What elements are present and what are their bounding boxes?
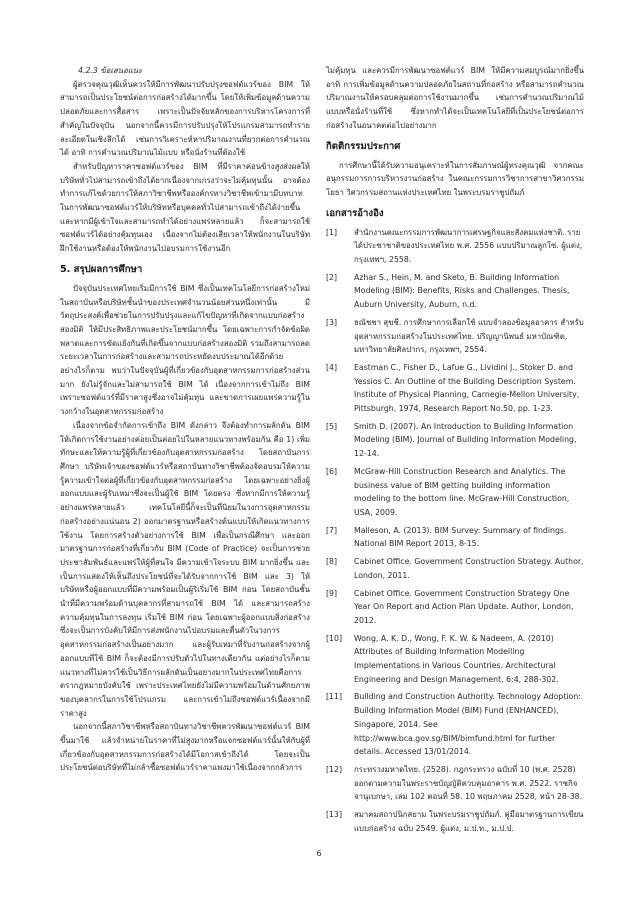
paragraph-conclusion-1: ปัจจุบันประเทศไทยเริ่มมีการใช้ BIM ซึ่งเป็นเทคโนโลยีการก่อสร้างใหม่ ในสถาบันหรือบริษัทชั้นนำของประเทศจำนวนน้อยส่วนหนึ่งเท่านั้น มีวัตถุประสงค์เพื่อช่วยในการปรับปรุงและแก้ไขปัญหาที่เกิดจากแบบก่อสร้างสองมิติ ให้มีประสิทธิภาพและประโยชน์มากขึ้น โดยเฉพาะการกำจัดข้อผิดพลาดและการขัดแย้งกันที่เกิดขึ้นจากแบบก่อสร้างสองมิติ รวมถึงสามารถลดระยะเวลาในการก่อสร้างและสามารถประหยัดงบประมาณได้อีกด้วย อย่างไรก็ตาม พบว่าในปัจจุบันผู้ที่เกี่ยวข้องกับอุตสาหกรรมการก่อสร้างส่วนมาก ยังไม่รู้จักและไม่สามารถใช้ BIM ได้ เนื่องจากการเข้าไม่ถึง BIM เพราะซอฟต์แวร์ที่มีราคาสูงซึ่งอาจไม่คุ้มทุน และขาดการเผยแพร่ความรู้ในวงกว้างในอุตสาหกรรมก่อสร้าง xyxy=(60,283,310,417)
reference-text: Cabinet Office. Government Construction Strategy One Year On Report and Action Plan Update. Author, London, 2012. xyxy=(354,588,574,625)
reference-item xyxy=(326,632,584,687)
reference-number: [2] xyxy=(326,272,338,282)
section-heading-conclusion: 5. สรุปผลการศึกษา xyxy=(60,263,143,275)
reference-number: [10] xyxy=(326,633,343,643)
reference-text: Malleson, A. (2013). BIM Survey: Summary of findings. National BIM Report 2013, 8-15. xyxy=(354,525,567,549)
paragraph-conclusion-3: นอกจากนี้สภาวิชาชีพหรือสถาบันทางวิชาชีพควรพัฒนาซอฟต์แวร์ BIM ขึ้นมาใช้ แล้วจำหน่ายในราคาที่ไม่สูงมากหรือแจกซอฟต์แวร์นั้นให้กับผู้ที่เกี่ยวข้องกับอุตสาหกรรมการก่อสร้างได้มีโอกาสเข้าถึงได้ โดยจะเป็นประโยชน์ต่อบริษัทที่ไม่กล้าซื้อซอฟต์แวร์ราคาแพงมาใช้เนื่องจากกลัวการ xyxy=(60,722,310,773)
reference-item xyxy=(326,524,584,551)
page-number: 6 xyxy=(316,849,322,858)
reference-text: ธณัชชา สุขชี. การศึกษาการเลือกใช้ แบบจำลองข้อมูลอาคาร สำหรับอุตสาหกรรมก่อสร้างในประเทศไทย. ปริญญานิพนธ์ มหาบัณฑิต, มหาวิทยาลัยศิลปากร, กรุงเทพฯ, 2554. xyxy=(354,317,584,355)
paragraph-recommendation-1: ผู้ตรวจคุณวุฒิเห็นควรให้มีการพัฒนาปรับปรุงซอฟต์แวร์ของ BIM ให้สามารถเป็นประโยชน์ต่อการก่อสร้างได้มากขึ้น โดยให้เพิ่มข้อมูลด้านความปลอดภัยและการสื่อสาร เพราะเป็นปัจจัยหลักของการบริหารโครงการที่สำคัญในปัจจุบัน นอกจากนี้ควรมีการปรับปรุงให้โปรแกรมสามารถทำรายละเอียดในเชิงลึกได้ เช่นการวิเคราะห์หาปริมาณงานที่ยากต่อการคำนวณได้ อาทิ การคำนวณปริมาณไม้แบบ หรือนั่งร้านที่ต้องใช้ xyxy=(60,79,310,158)
right-column xyxy=(326,64,584,839)
reference-text: Cabinet Office. Government Construction Strategy. Author, London, 2011. xyxy=(354,557,584,580)
reference-item xyxy=(326,690,584,759)
reference-text: Smith D. (2007). An Introduction to Building Information Modeling (BIM). Journal of Building Information Modeling, 12-14. xyxy=(354,421,577,459)
section-heading-acknowledgement: กิตติกรรมประกาศ xyxy=(326,140,401,152)
reference-text: McGraw-Hill Construction Research and Analytics. The business value of BIM getting building information modeling to the bottom line. McGraw-Hill Construction, USA, 2009. xyxy=(354,466,570,517)
reference-text: สำนักงานคณะกรรมการพัฒนาการเศรษฐกิจและสังคมแห่งชาติ. รายได้ประชาชาติของประเทศไทย พ.ศ. 2556 แบบปริมาณลูกโซ่. ผู้แต่ง, กรุงเทพฯ, 2558. xyxy=(354,227,583,265)
reference-item xyxy=(326,420,584,461)
reference-text: Azhar S., Hein, M. and Sketo, B. Building Information Modeling (BIM): Benefits, Risks and Challenges. Thesis, Auburn University, Auburn, n.d. xyxy=(354,272,570,310)
reference-item xyxy=(326,808,584,835)
reference-number: [3] xyxy=(326,317,338,327)
reference-text: Wong, A. K. D., Wong, F. K. W. & Nadeem, A. (2010) Attributes of Building Information Modelling Implementations in Various Countries. Architectural Engineering and Design Management, 6:4, 288-302. xyxy=(354,633,559,684)
reference-item xyxy=(326,555,584,582)
section-heading-references: เอกสารอ้างอิง xyxy=(326,207,384,219)
subsection-heading: 4.2.3 ข้อเสนอแนะ xyxy=(78,66,143,75)
reference-number: [12] xyxy=(326,764,343,774)
reference-number: [7] xyxy=(326,525,338,535)
reference-number: [11] xyxy=(326,692,343,702)
reference-text: สมาคมสถาปนิกสยาม ในพระบรมราชูปถัมภ์. คู่มือมาตรฐานการเขียนแบบก่อสร้าง ฉบับ 2549. ผู้แต่ง, ม.ป.ท., ม.ป.ป. xyxy=(354,810,584,833)
reference-number: [5] xyxy=(326,421,338,431)
reference-item xyxy=(326,465,584,520)
reference-text: กระทรวงมหาดไทย. (2528). กฎกระทรวง ฉบับที่ 10 (พ.ศ. 2528) ออกตามความในพระราชบัญญัติควบคุมอาคาร พ.ศ. 2522. ราชกิจจานุเบกษา, เล่ม 102 ตอนที่ 58. 10 พฤษภาคม 2528, หน้า 28-38. xyxy=(354,764,583,802)
left-column xyxy=(60,64,310,775)
reference-item xyxy=(326,587,584,628)
reference-number: [9] xyxy=(326,588,338,598)
reference-list xyxy=(326,226,584,836)
reference-text: Eastman C., Fisher D., Lafue G., Lividini J., Stoker D. and Yessios C. An Outline of the Building Description System. Institute of Physical Planning, Carnegie-Mellon University, Pittsburgh, 1974, Research Report No.50, pp. 1-23. xyxy=(354,362,580,414)
reference-text: Building and Construction Authority. Technology Adoption: Building Information Model (BIM) Fund (ENHANCED), Singapore, 2014. See http://www.bca.gov.sg/BIM/bimfund.html for further details. Accessed 13/01/2014. xyxy=(354,692,581,757)
reference-item xyxy=(326,316,584,357)
reference-number: [6] xyxy=(326,466,338,476)
reference-item xyxy=(326,226,584,267)
reference-number: [13] xyxy=(326,810,343,820)
paragraph-acknowledgement: การศึกษานี้ได้รับความอนุเคราะห์ในการสัมภาษณ์ผู้ทรงคุณวุฒิ จากคณะอนุกรรมการการบริหารงานก่อสร้าง ในคณะกรรมการวิชาการสาขาวิศวกรรมโยธา วิศวกรรมสถานแห่งประเทศไทย ในพระบรมราชูปถัมภ์ xyxy=(326,160,584,197)
paragraph-recommendation-2: สำหรับปัญหาราคาซอฟต์แวร์ของ BIM ที่มีราคาค่อนข้างสูงส่งผลให้บริษัททั่วไปสามารถเข้าถึงได้ยากเนื่องจากเกรงว่าจะไม่คุ้มทุนนั้น อาจต้องทำการแก้ไขด้วยการให้สภาวิชาชีพหรือองค์กรทางวิชาชีพเข้ามามีบทบาทในการพัฒนาซอฟต์แวร์ให้บริษัทหรือบุคคลทั่วไปสามารถเข้าถึงได้ง่ายขึ้นและหากมีผู้เข้าใจและสามารถทำได้อย่างแพร่หลายแล้ว ก็จะสามารถใช้ซอฟต์แวร์ได้อย่างคุ้มทุนเอง เนื่องจากไม่ต้องเสียเวลาให้พนักงานในบริษัทฝึกใช้งานหรือต้องให้พนักงานไปอบรมการใช้งานอีก xyxy=(60,161,310,254)
reference-item xyxy=(326,361,584,416)
reference-item xyxy=(326,271,584,312)
paragraph-conclusion-2: เนื่องจากข้อจำกัดการเข้าถึง BIM ดังกล่าว จึงต้องทำการผลักดัน BIM ให้เกิดการใช้งานอย่างค่อยเป็นค่อยไปในหลายแนวทางพร้อมกัน คือ 1) เพิ่มทักษะและให้ความรู้ผู้ที่เกี่ยวข้องกับอุตสาหกรรมก่อสร้าง โดยสถาบันการศึกษา บริษัทเจ้าของซอฟต์แวร์หรือสถาบันทางวิชาชีพต้องจัดอบรมให้ความรู้ความเข้าใจต่อผู้ที่เกี่ยวข้องกับอุตสาหกรรมก่อสร้าง โดยเฉพาะอย่างยิ่งผู้ออกแบบและผู้รับเหมาซึ่งจะเป็นผู้ใช้ BIM โดยตรง ซึ่งหากมีการให้ความรู้อย่างแพร่หลายแล้ว เทคโนโลยีนี้ก็จะเป็นที่นิยมในวงการอุตสาหกรรมก่อสร้างอย่างแน่นอน 2) ออกมาตรฐานหรือสร้างต้นแบบให้เกิดแนวทางการใช้งาน โดยการสร้างตัวอย่างการใช้ BIM เพื่อเป็นกรณีศึกษา และออกมาตรฐานการก่อสร้างที่เกี่ยวกับ BIM (Code of Practice) จะเป็นการช่วยประชาสัมพันธ์และแพร่ให้ผู้ที่สนใจ มีความเข้าใจระบบ BIM มากยิ่งขึ้น และเป็นการแสดงให้เห็นถึงประโยชน์ที่จะได้รับจากการใช้ BIM และ 3) ให้บริษัทหรือผู้ออกแบบที่มีความพร้อมเป็นผู้ริเริ่มใช้ BIM ก่อน โดยสถาบันชั้นนำที่มีความพร้อมด้านบุคลากรที่สามารถใช้ BIM ได้ และสามารถสร้างความคุ้มทุนในการลงทุน เริ่มใช้ BIM ก่อน โดยเฉพาะผู้ออกแบบสิ่งก่อสร้าง ซึ่งจะเป็นการบังคับให้มีการส่งพนักงานไปอบรมและตื่นตัวในวงการอุตสาหกรรมก่อสร้างเป็นอย่างมาก และผู้รับเหมาที่รับงานก่อสร้างจากผู้ออกแบบที่ใช้ BIM ก็จะต้องมีการปรับตัวไปในทางเดียวกัน แต่อย่างไรก็ตาม แนวทางที่ไม่ควรใช้เป็นวิธีการผลักดันเป็นอย่างมากในประเทศไทยคือการตรากฎหมายบังคับใช้ เพราะประเทศไทยยังไม่มีความพร้อมในด้านศักยภาพของบุคลากรในการใช้โปรแกรม และการเข้าไม่ถึงซอฟต์แวร์เนื่องจากมีราคาสูง xyxy=(60,420,310,718)
reference-item xyxy=(326,763,584,804)
paragraph-continued: ไม่คุ้มทุน และควรมีการพัฒนาซอฟต์แวร์ BIM ให้มีความสมบูรณ์มากยิ่งขึ้น อาทิ การเพิ่มข้อมูลด้านความปลอดภัยในสถานที่ก่อสร้าง หรือสามารถคำนวณปริมาณงานให้ครอบคลุมต่อการใช้งานมากขึ้น เช่นการคำนวณปริมาณไม้แบบหรือนั่งร้านที่ใช้ ซึ่งหากทำได้จะเป็นเทคโนโลยีที่เป็นประโยชน์ต่อการก่อสร้างในอนาคตต่อไปอย่างมาก xyxy=(326,66,584,130)
reference-number: [1] xyxy=(326,227,338,237)
reference-number: [8] xyxy=(326,557,338,567)
reference-number: [4] xyxy=(326,362,338,372)
